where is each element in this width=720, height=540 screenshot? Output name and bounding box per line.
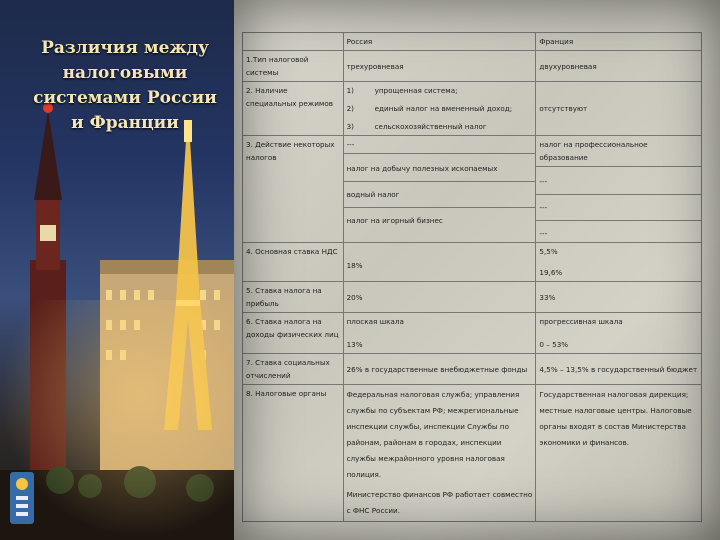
cell-france [536,313,702,354]
row-label: 4. Основная ставка НДС [243,243,344,282]
table-row [243,243,702,282]
list-number: 1) [346,86,354,95]
value-line: прогрессивная шкала [539,317,623,326]
left-image-panel [0,0,234,540]
header-france: Франция [536,33,702,51]
sub-cell: --- [536,220,701,242]
table-row [243,51,702,82]
value-line: 19,6% [539,268,563,277]
sub-cell: налог на игорный бизнес [344,207,536,229]
cell-russia: трехуровневая [343,51,536,82]
list-item [347,102,533,115]
row-label: 5. Ставка налога на прибыль [243,282,344,313]
list-text: единый налог на вмененный доход; [374,104,513,113]
row-label: 3. Действие некоторых налогов [243,136,344,243]
list-number: 2) [346,104,354,113]
row-label: 1.Тип налоговой системы [243,51,344,82]
list-item [347,84,533,97]
sub-cell: --- [536,166,701,194]
cell-france: 4,5% – 13,5% в государственный бюджет [536,354,702,385]
sub-cell: налог на профессиональное образование [539,140,648,162]
value-line: 13% [346,340,363,349]
table-row [243,354,702,385]
cell-russia: 18% [343,243,536,282]
cell-france: двухуровневая [536,51,702,82]
sub-cell: налог на добычу полезных ископаемых [344,153,536,181]
cell-france: 33% [536,282,702,313]
comparison-table [242,32,702,522]
cell-france [536,243,702,282]
paragraph: Министерство финансов РФ работает совместно с ФНС России. [346,490,533,515]
list-text: упрощенная система; [374,86,458,95]
table-row [243,82,702,136]
sub-cell: --- [346,140,355,149]
value-line: 0 – 53% [539,340,569,349]
list-text: сельскохозяйственный налог [374,122,487,131]
cell-france: отсутствуют [536,82,702,136]
cell-russia: 26% в государственные внебюджетные фонды [343,354,536,385]
header-blank-cell [243,33,344,51]
table-header-row [243,33,702,51]
sub-cell: водный налог [344,181,536,207]
cell-france-group [536,136,702,243]
row-label: 2. Наличие специальных режимов [243,82,344,136]
logo-icon [8,470,36,526]
row-label: 8. Налоговые органы [243,385,344,522]
row-label: 6. Ставка налога на доходы физических лиц [243,313,344,354]
list-item [347,120,533,133]
table-row [243,136,702,243]
sub-cell: --- [536,194,701,220]
cell-france: Государственная налоговая дирекция; местные налоговые центры. Налоговые органы входят в состав Министерства экономики и финансов. [536,385,702,522]
list-number: 3) [346,122,354,131]
header-russia: Россия [343,33,536,51]
table-row [243,313,702,354]
cell-russia: 20% [343,282,536,313]
cell-russia-list [343,82,536,136]
table-row [243,385,702,522]
cell-russia [343,313,536,354]
cell-russia [343,385,536,522]
table-row [243,282,702,313]
row-label: 7. Ставка социальных отчислений [243,354,344,385]
value-line: 5,5% [539,247,558,256]
paragraph: Федеральная налоговая служба; управления службы по субъектам РФ; межрегиональные инспекции службы, инспекции Службы по районам, районам в городах, инспекции службы межрайонного уровня налоговая полиция. [346,390,520,479]
value-line: плоская шкала [346,317,404,326]
slide-title: Различия между налоговыми системами России и Франции [33,38,217,133]
right-content-panel [234,0,720,540]
cell-russia-group [343,136,536,243]
